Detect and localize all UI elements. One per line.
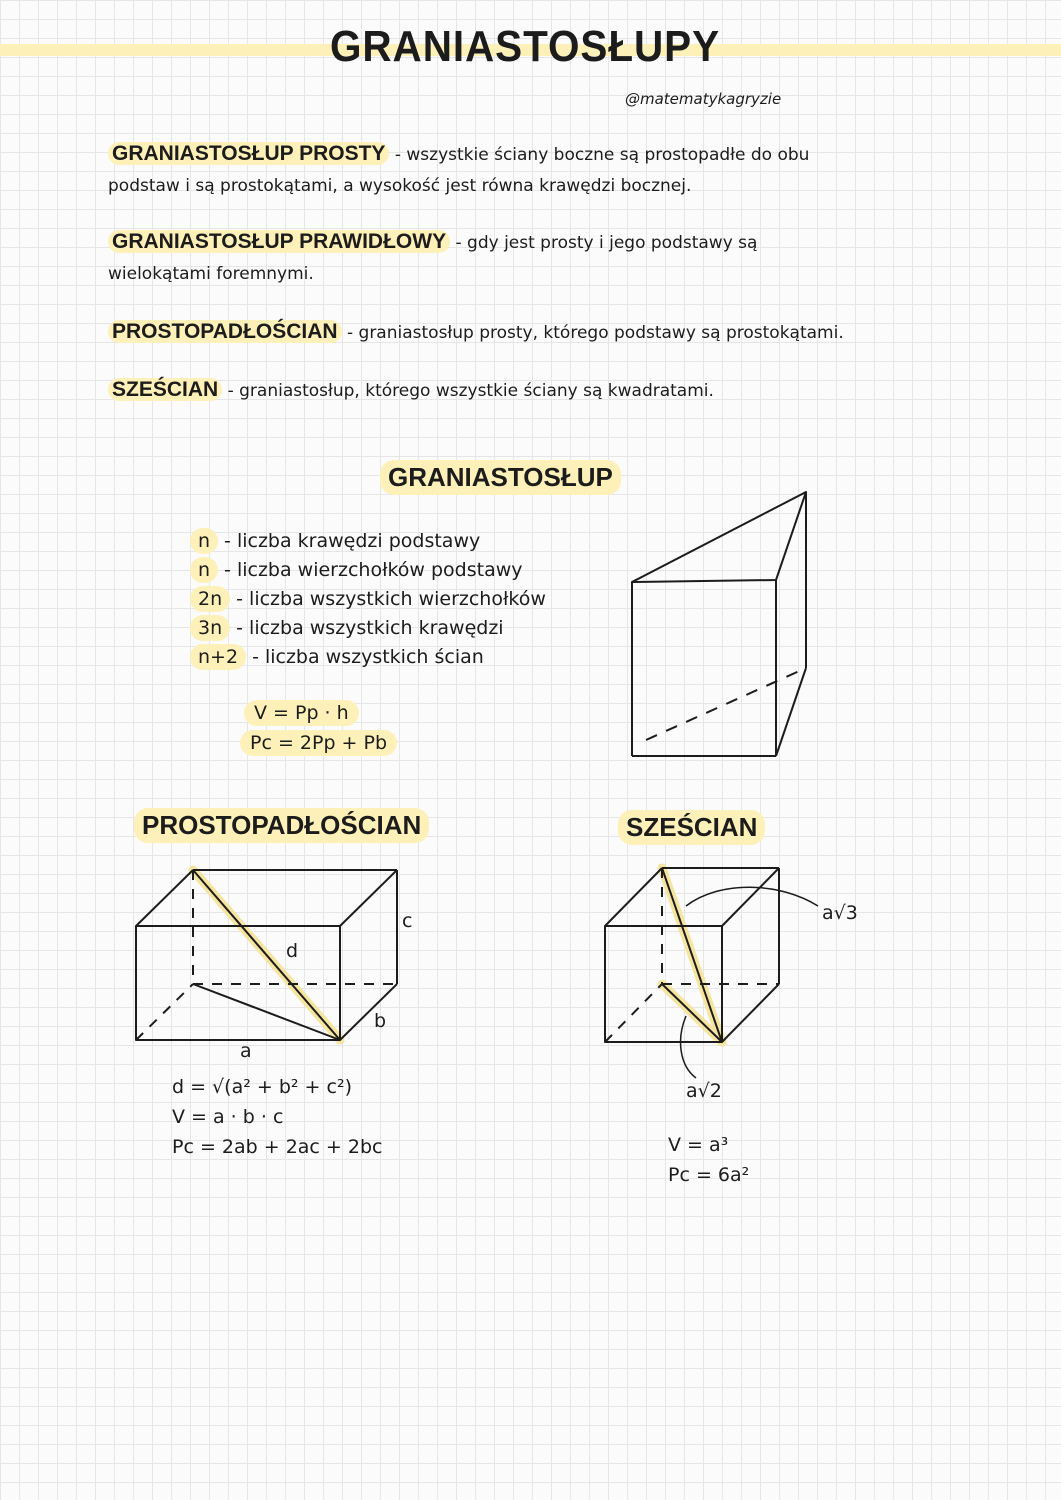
definition-dash: - <box>346 323 354 343</box>
property-text: - liczba krawędzi podstawy <box>224 530 481 552</box>
cube-volume-formula: V = a³ <box>668 1134 729 1156</box>
definition-term: GRANIASTOSŁUP PROSTY <box>108 142 389 165</box>
cube-area-formula: Pc = 6a² <box>668 1164 750 1186</box>
property-symbol: 2n <box>190 586 230 612</box>
definition-text: graniastosłup, którego wszystkie ściany są kwadratami. <box>239 381 714 401</box>
definition-dash: - <box>455 233 462 253</box>
page-title: GRANIASTOSŁUPY <box>330 22 720 71</box>
definition-dash: - <box>394 145 401 165</box>
cuboid-volume-formula: V = a · b · c <box>172 1106 284 1128</box>
property-symbol: n <box>190 528 218 554</box>
author-handle: @matematykagryzie <box>625 90 782 108</box>
cuboid-drawing <box>136 870 397 1040</box>
prism-volume-formula: V = Pp · h <box>244 700 359 726</box>
cube-label-space-diagonal: a√3 <box>822 902 858 924</box>
definition-text: graniastosłup prosty, którego podstawy są prostokątami. <box>358 323 844 343</box>
definition-text: gdy jest prosty i jego podstawy są <box>467 233 758 253</box>
definition-dash: - <box>227 381 234 401</box>
cube-drawing <box>605 868 818 1078</box>
cuboid-label-a: a <box>240 1040 252 1062</box>
definition-term: GRANIASTOSŁUP PRAWIDŁOWY <box>108 230 450 253</box>
cube-label-face-diagonal: a√2 <box>686 1080 722 1102</box>
property-text: - liczba wszystkich wierzchołków <box>236 588 546 610</box>
definition-1-cont: podstaw i są prostokątami, a wysokość jest równa krawędzi bocznej. <box>108 176 692 196</box>
definition-2-cont: wielokątami foremnymi. <box>108 264 314 284</box>
definition-term: PROSTOPADŁOŚCIAN <box>108 320 342 343</box>
cuboid-label-c: c <box>402 910 413 932</box>
cuboid-section-title: PROSTOPADŁOŚCIAN <box>134 808 429 843</box>
property-symbol: n+2 <box>190 644 246 670</box>
property-text: - liczba wszystkich ścian <box>252 646 484 668</box>
cuboid-label-d: d <box>286 940 299 962</box>
definition-text: wszystkie ściany boczne są prostopadłe do obu <box>406 145 810 165</box>
cuboid-label-b: b <box>374 1010 387 1032</box>
property-symbol: n <box>190 557 218 583</box>
cube-section-title: SZEŚCIAN <box>618 810 765 845</box>
prism-area-formula: Pc = 2Pp + Pb <box>240 730 397 756</box>
definition-term: SZEŚCIAN <box>108 378 222 401</box>
cuboid-diagonal-formula: d = √(a² + b² + c²) <box>172 1076 352 1098</box>
prism-section-title: GRANIASTOSŁUP <box>380 460 621 495</box>
prism-drawing <box>632 492 806 756</box>
property-text: - liczba wierzchołków podstawy <box>224 559 523 581</box>
cuboid-area-formula: Pc = 2ab + 2ac + 2bc <box>172 1136 383 1158</box>
property-text: - liczba wszystkich krawędzi <box>236 617 504 639</box>
property-symbol: 3n <box>190 615 230 641</box>
